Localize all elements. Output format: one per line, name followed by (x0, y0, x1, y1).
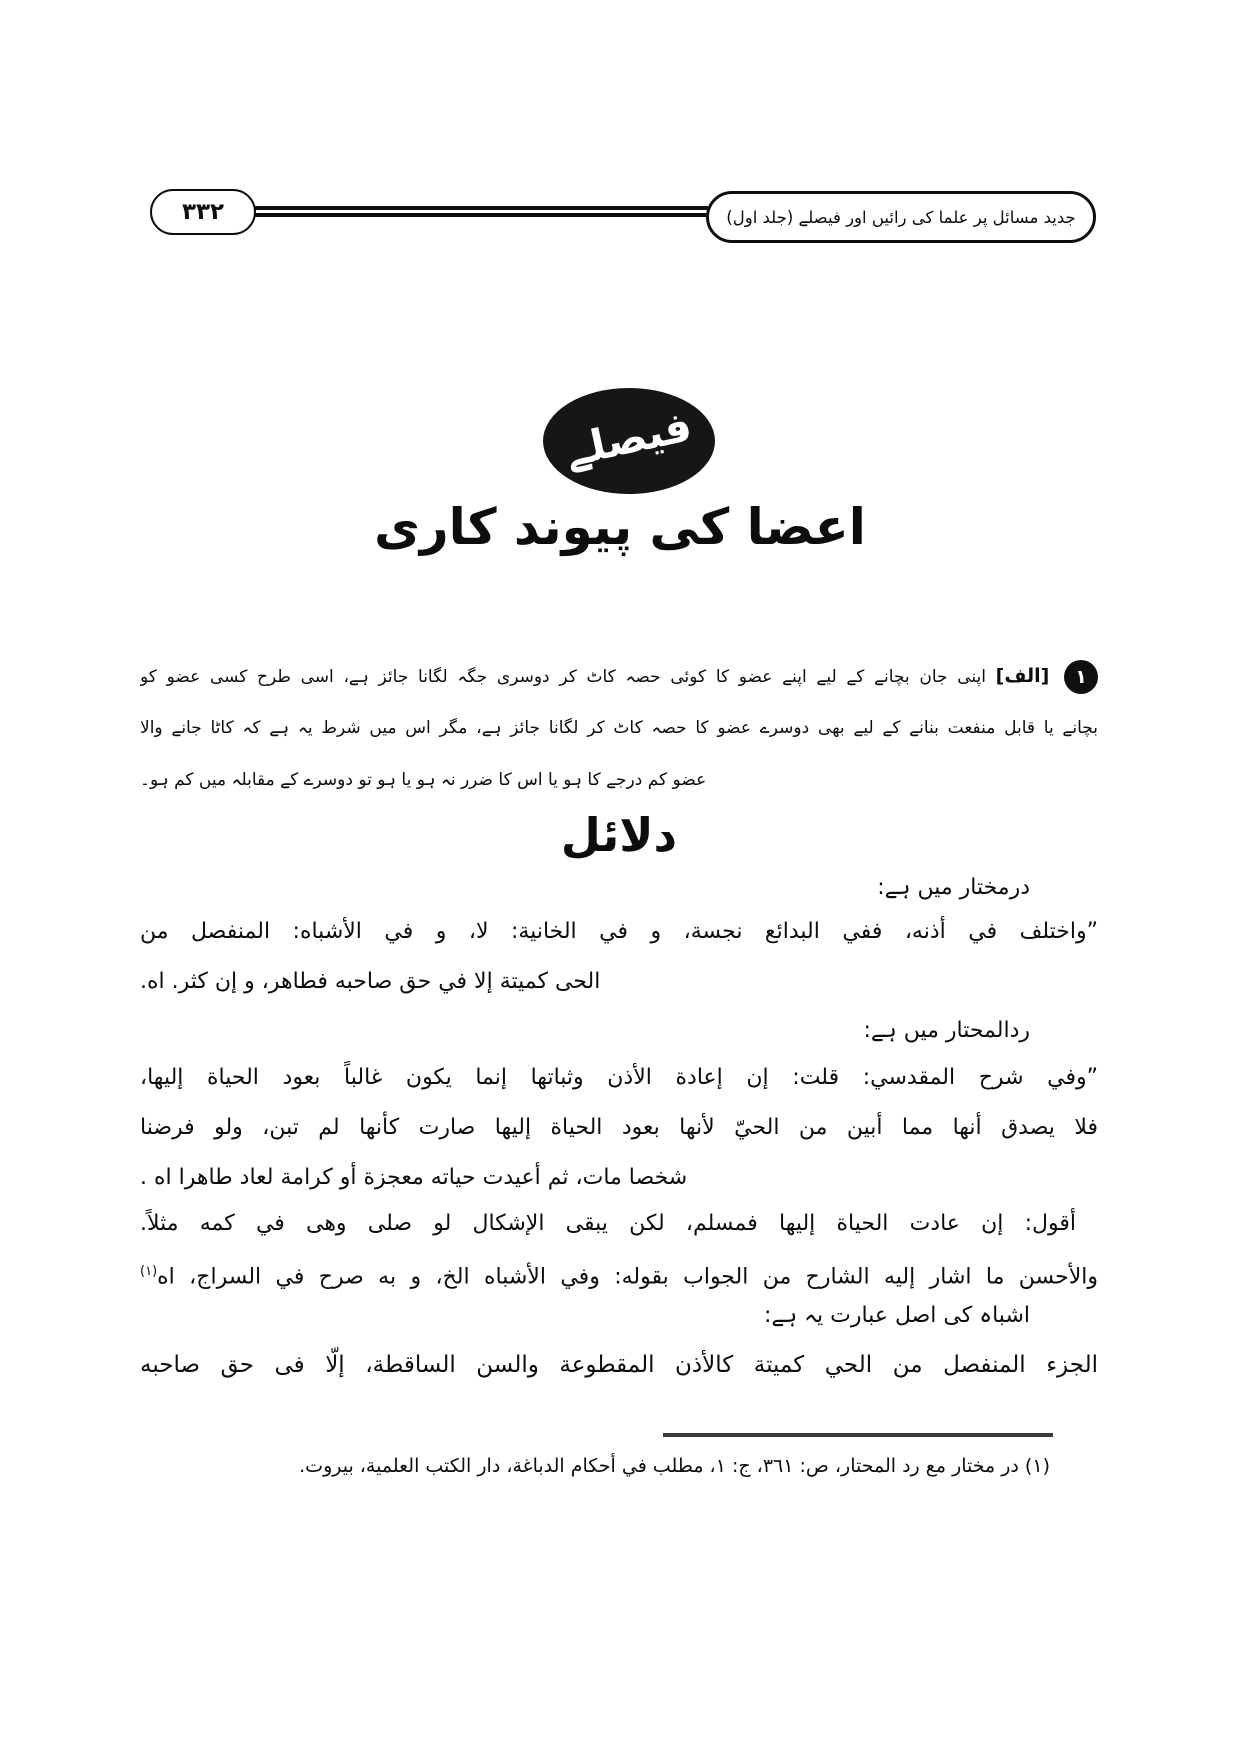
footnote-text: (١) در مختار مع رد المحتار، ص: ٣٦١، ج: ١، مطلب في أحكام الدباغة، دار الكتب العلمية، بيروت. (299, 1455, 1050, 1477)
radd-quote-line-2: فلا يصدق أنها مما أبين من الحيّ لأنها بعود الحياة إليها صارت كأنها لم تبن، ولو فرضنا (140, 1115, 1098, 1140)
radd-quote-line-1: ”وفي شرح المقدسي: قلت: إن إعادة الأذن وثباتها إنما يكون غالباً بعود الحياة إليها، (140, 1065, 1098, 1090)
ruling-line-1 (140, 650, 1098, 702)
ruling-line-2: بچانے یا قابل منفعت بنانے کے لیے بھی دوسرے عضو کا حصہ کاٹ کر لگانا جائز ہے، مگر اس میں شرط یہ ہے کہ کاٹا جانے والا (140, 718, 1098, 738)
page-number: ٣٣٢ (181, 199, 225, 225)
chapter-title: اعضا کی پیوند کاری (374, 498, 866, 556)
header-divider-line (254, 206, 708, 217)
durr-quote-line-2: الحى كميتة إلا في حق صاحبه فطاهر، و إن كثر. اه. (140, 969, 601, 994)
ashbah-intro: اشباہ کی اصل عبارت یہ ہے: (763, 1303, 1030, 1328)
stamp-label: فیصلے (560, 400, 696, 476)
durr-quote-line-1: ”واختلف في أذنه، ففي البدائع نجسة، و في الخانية: لا، و في الأشباه: المنفصل من (140, 919, 1098, 944)
aqool-line: أقول: إن عادت الحياة إليها فمسلم، لكن يبقى الإشكال لو صلى وهى في كمه مثلاً. (140, 1211, 1076, 1236)
ruling-text-1: اپنی جان بچانے کے لیے اپنے عضو کا کوئی حصہ کاٹ کر دوسری جگہ لگانا جائز ہے، اسی طرح کسی عضو کو (140, 667, 986, 687)
section-heading: دلائل (560, 808, 678, 862)
page-number-capsule (150, 189, 256, 235)
radd-quote-line-3: شخصا مات، ثم أعيدت حياته معجزة أو كرامة لعاد طاهرا اه . (140, 1165, 688, 1190)
ahsan-line (140, 1246, 1098, 1298)
durr-mukhtar-intro: درمختار میں ہے: (877, 875, 1030, 900)
book-title-capsule (706, 191, 1096, 243)
footnote-reference-marker: (١) (140, 1264, 158, 1279)
item-number-badge: ١ (1064, 660, 1098, 694)
radd-muhtar-intro: ردالمحتار میں ہے: (863, 1018, 1030, 1043)
footnote-divider (663, 1433, 1053, 1437)
ruling-tag: [الف] (995, 665, 1050, 687)
ashbah-quote-line-1: الجزء المنفصل من الحي كميتة كالأذن المقطوعة والسن الساقطة، إلّا فى حق صاحبه (140, 1352, 1098, 1378)
faislay-stamp (543, 388, 715, 494)
book-title: جدید مسائل پر علما کی رائیں اور فیصلے (جلد اول) (726, 207, 1076, 227)
ahsan-text: والأحسن ما اشار إليه الشارح من الجواب بقوله: وفي الأشباه الخ، و به صرح في السراج، اه (157, 1264, 1098, 1290)
ruling-line-3: عضو کم درجے کا ہو یا اس کا ضرر نہ ہو یا ہو تو دوسرے کے مقابلہ میں کم ہو۔ (140, 770, 707, 790)
